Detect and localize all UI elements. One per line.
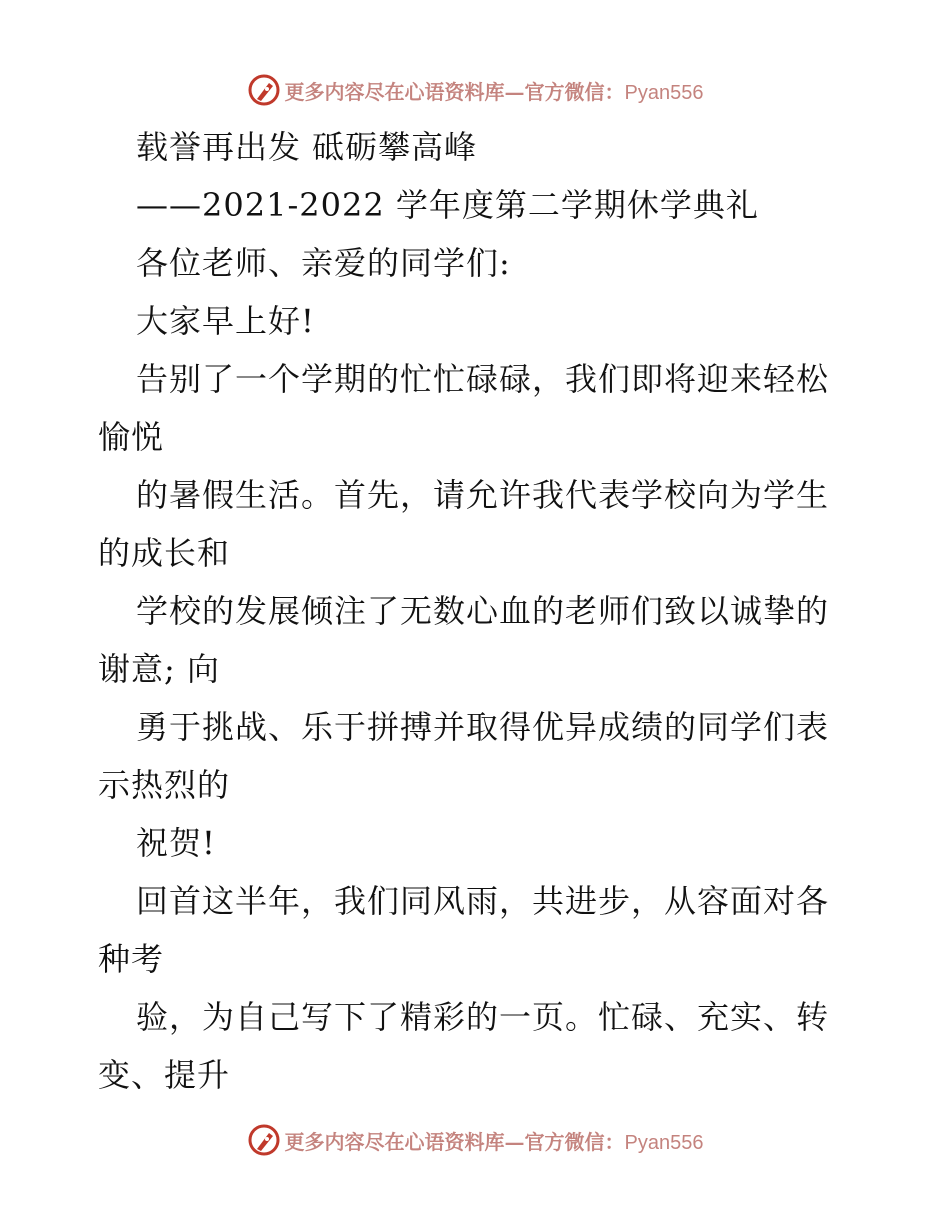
document-title: 载誉再出发 砥砺攀高峰 — [136, 128, 478, 166]
paragraph-line: 学校的发展倾注了无数心血的老师们致以诚挚的 — [136, 592, 830, 630]
paragraph-line: 种考 — [98, 940, 165, 978]
paragraph-line: 回首这半年，我们同风雨，共进步，从容面对各 — [136, 882, 830, 920]
pen-nib-circle-logo-icon — [247, 1123, 281, 1157]
footer-banner — [0, 1120, 950, 1160]
paragraph-line: 变、提升 — [98, 1056, 231, 1094]
header-wechat-id: Pyan556 — [624, 81, 704, 104]
paragraph-line: 祝贺! — [136, 824, 216, 862]
paragraph-line: 告别了一个学期的忙忙碌碌，我们即将迎来轻松 — [136, 360, 830, 398]
paragraph-line: 示热烈的 — [98, 766, 231, 804]
footer-wechat-id: Pyan556 — [624, 1131, 704, 1154]
greeting: 大家早上好! — [136, 302, 315, 340]
salutation: 各位老师、亲爱的同学们: — [136, 244, 511, 282]
paragraph-line: 愉悦 — [98, 418, 165, 456]
header-banner — [0, 70, 950, 110]
document-subtitle: ——2021-2022 学年度第二学期休学典礼 — [136, 186, 759, 224]
footer-banner-text: 更多内容尽在心语资料库—官方微信： — [284, 1129, 625, 1154]
paragraph-line: 验，为自己写下了精彩的一页。忙碌、充实、转 — [136, 998, 830, 1036]
pen-nib-circle-logo-icon — [247, 73, 281, 107]
paragraph-line: 的暑假生活。首先，请允许我代表学校向为学生 — [136, 476, 830, 514]
paragraph-line: 勇于挑战、乐于拼搏并取得优异成绩的同学们表 — [136, 708, 830, 746]
paragraph-line: 谢意; 向 — [98, 650, 220, 688]
header-banner-text: 更多内容尽在心语资料库—官方微信： — [284, 79, 625, 104]
paragraph-line: 的成长和 — [98, 534, 231, 572]
